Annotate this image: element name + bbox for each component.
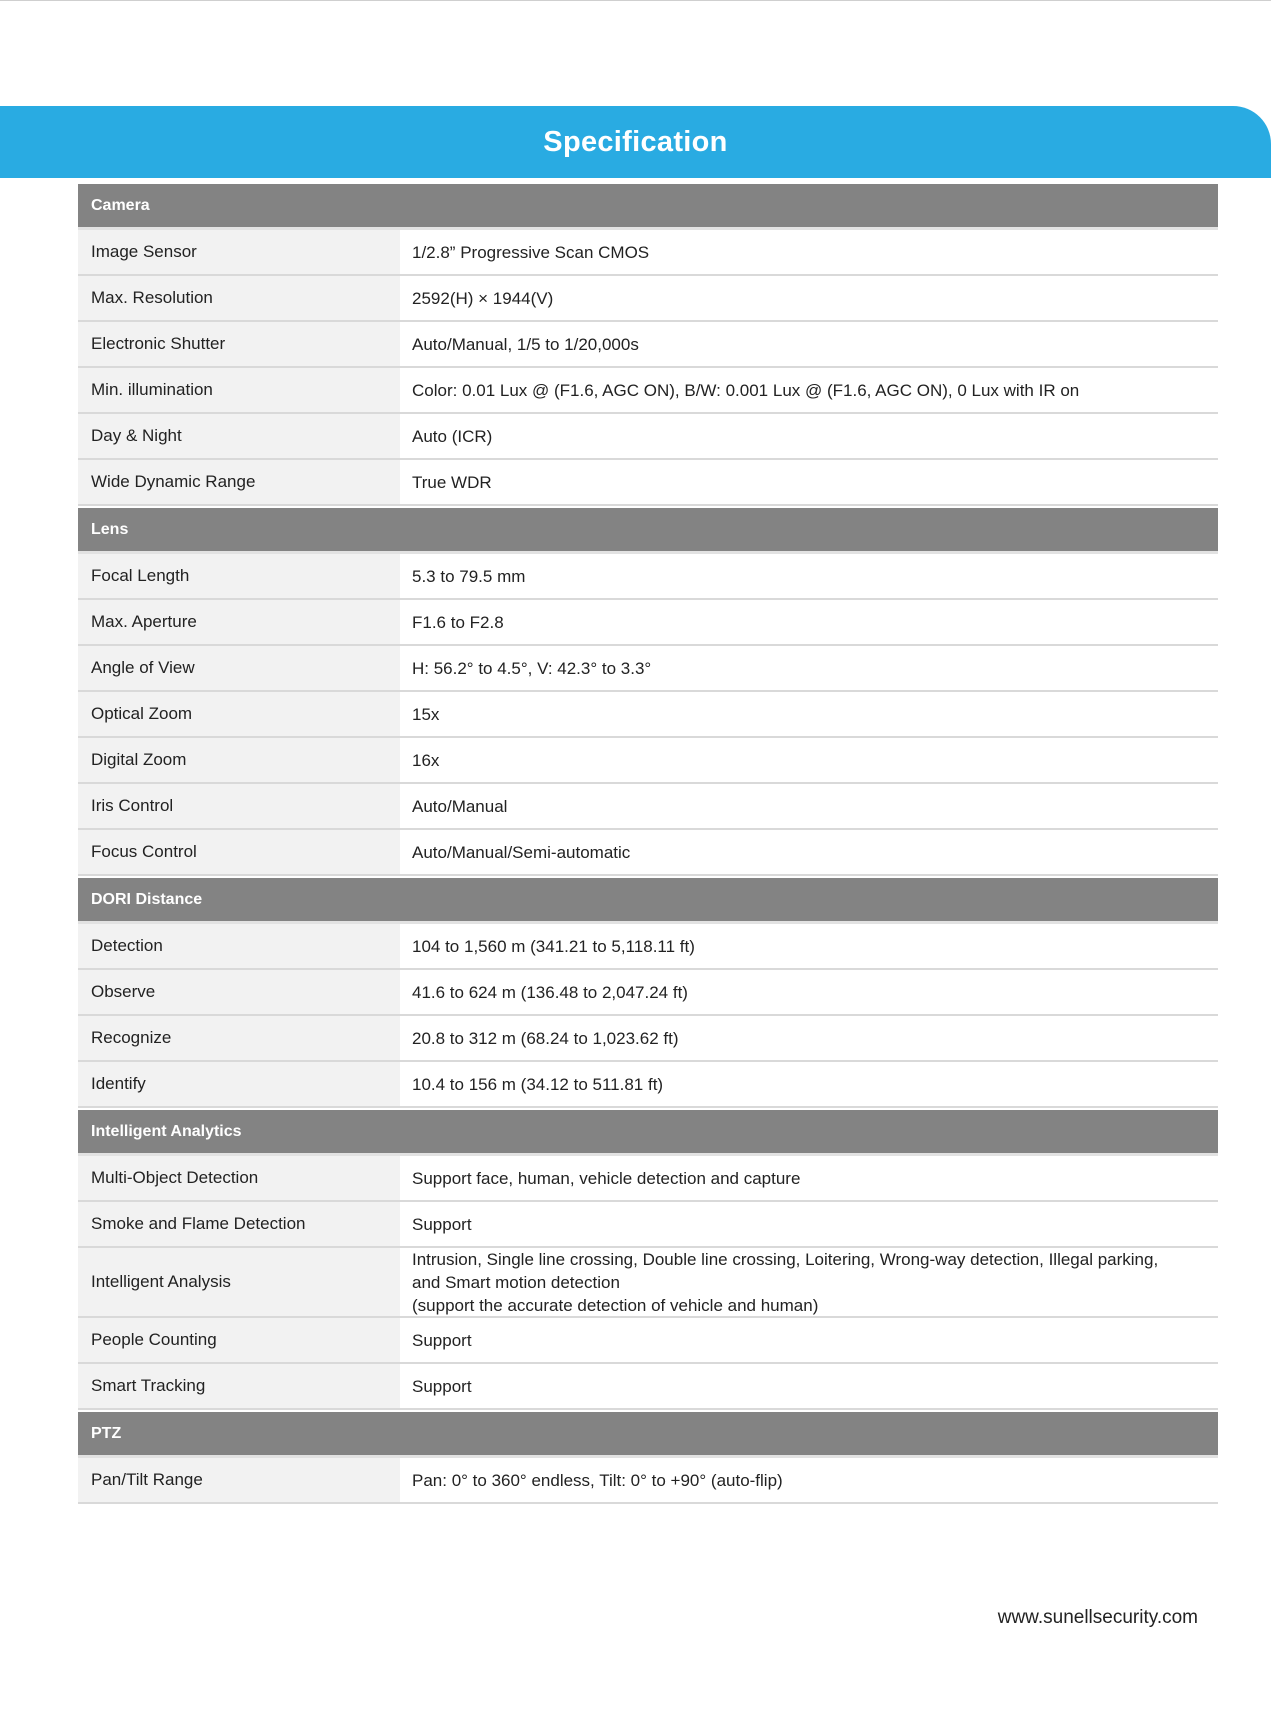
spec-label: Intelligent Analysis — [78, 1248, 400, 1316]
spec-row-optical-zoom — [78, 692, 1218, 738]
section-header-ptz: PTZ — [78, 1412, 1218, 1458]
top-rule — [0, 0, 1271, 1]
spec-value: 15x — [400, 692, 1218, 736]
spec-value: 41.6 to 624 m (136.48 to 2,047.24 ft) — [400, 970, 1218, 1014]
page-title: Specification — [543, 125, 728, 158]
footer-url[interactable]: www.sunellsecurity.com — [997, 1607, 1198, 1628]
spec-label: Digital Zoom — [78, 738, 400, 782]
spec-value: Support — [400, 1202, 1218, 1246]
spec-row-focal-length — [78, 554, 1218, 600]
spec-table — [78, 182, 1218, 1504]
spec-value: Support — [400, 1364, 1218, 1408]
spec-label: Wide Dynamic Range — [78, 460, 400, 504]
spec-value: F1.6 to F2.8 — [400, 600, 1218, 644]
spec-label: Recognize — [78, 1016, 400, 1060]
spec-row-wide-dynamic-range — [78, 460, 1218, 506]
spec-row-multi-object-detection — [78, 1156, 1218, 1202]
spec-label: Observe — [78, 970, 400, 1014]
spec-row-max-resolution — [78, 276, 1218, 322]
spec-value: Support face, human, vehicle detection and capture — [400, 1156, 1218, 1200]
spec-value: Auto/Manual, 1/5 to 1/20,000s — [400, 322, 1218, 366]
title-banner — [0, 106, 1271, 178]
spec-value: Auto (ICR) — [400, 414, 1218, 458]
spec-value: 16x — [400, 738, 1218, 782]
spec-value: 20.8 to 312 m (68.24 to 1,023.62 ft) — [400, 1016, 1218, 1060]
spec-row-min-illumination — [78, 368, 1218, 414]
spec-label: Optical Zoom — [78, 692, 400, 736]
spec-row-angle-of-view — [78, 646, 1218, 692]
section-header-intelligent-analytics: Intelligent Analytics — [78, 1110, 1218, 1156]
spec-row-image-sensor — [78, 230, 1218, 276]
spec-label: Iris Control — [78, 784, 400, 828]
spec-label: Day & Night — [78, 414, 400, 458]
spec-value: Support — [400, 1318, 1218, 1362]
spec-row-smoke-and-flame-detection — [78, 1202, 1218, 1248]
spec-value: Color: 0.01 Lux @ (F1.6, AGC ON), B/W: 0.001 Lux @ (F1.6, AGC ON), 0 Lux with IR on — [400, 368, 1218, 412]
spec-value: Auto/Manual/Semi-automatic — [400, 830, 1218, 874]
spec-row-people-counting — [78, 1318, 1218, 1364]
spec-value: True WDR — [400, 460, 1218, 504]
spec-row-observe — [78, 970, 1218, 1016]
spec-row-recognize — [78, 1016, 1218, 1062]
spec-value: 10.4 to 156 m (34.12 to 511.81 ft) — [400, 1062, 1218, 1106]
spec-row-day-night — [78, 414, 1218, 460]
spec-label: Image Sensor — [78, 230, 400, 274]
spec-value: Intrusion, Single line crossing, Double line crossing, Loitering, Wrong-way detection, Illegal parking, and Smart motion detection (support the accurate detection of vehicle and human) — [400, 1248, 1218, 1316]
spec-row-electronic-shutter — [78, 322, 1218, 368]
spec-value: Pan: 0° to 360° endless, Tilt: 0° to +90° (auto-flip) — [400, 1458, 1218, 1502]
spec-label: Max. Resolution — [78, 276, 400, 320]
spec-row-detection — [78, 924, 1218, 970]
spec-row-pan-tilt-range — [78, 1458, 1218, 1504]
spec-label: Multi-Object Detection — [78, 1156, 400, 1200]
spec-label: Smart Tracking — [78, 1364, 400, 1408]
spec-row-max-aperture — [78, 600, 1218, 646]
spec-row-identify — [78, 1062, 1218, 1108]
section-header-camera: Camera — [78, 184, 1218, 230]
spec-label: Focal Length — [78, 554, 400, 598]
spec-label: Angle of View — [78, 646, 400, 690]
spec-row-focus-control — [78, 830, 1218, 876]
spec-label: Smoke and Flame Detection — [78, 1202, 400, 1246]
spec-row-digital-zoom — [78, 738, 1218, 784]
spec-value: 5.3 to 79.5 mm — [400, 554, 1218, 598]
spec-row-smart-tracking — [78, 1364, 1218, 1410]
spec-label: Identify — [78, 1062, 400, 1106]
spec-value: H: 56.2° to 4.5°, V: 42.3° to 3.3° — [400, 646, 1218, 690]
spec-row-intelligent-analysis — [78, 1248, 1218, 1318]
spec-value: 104 to 1,560 m (341.21 to 5,118.11 ft) — [400, 924, 1218, 968]
section-header-lens: Lens — [78, 508, 1218, 554]
spec-label: Electronic Shutter — [78, 322, 400, 366]
spec-label: Max. Aperture — [78, 600, 400, 644]
spec-value: 2592(H) × 1944(V) — [400, 276, 1218, 320]
spec-value: Auto/Manual — [400, 784, 1218, 828]
spec-row-iris-control — [78, 784, 1218, 830]
spec-label: Focus Control — [78, 830, 400, 874]
spec-label: Pan/Tilt Range — [78, 1458, 400, 1502]
spec-value: 1/2.8” Progressive Scan CMOS — [400, 230, 1218, 274]
spec-label: People Counting — [78, 1318, 400, 1362]
section-header-dori-distance: DORI Distance — [78, 878, 1218, 924]
spec-label: Detection — [78, 924, 400, 968]
spec-label: Min. illumination — [78, 368, 400, 412]
